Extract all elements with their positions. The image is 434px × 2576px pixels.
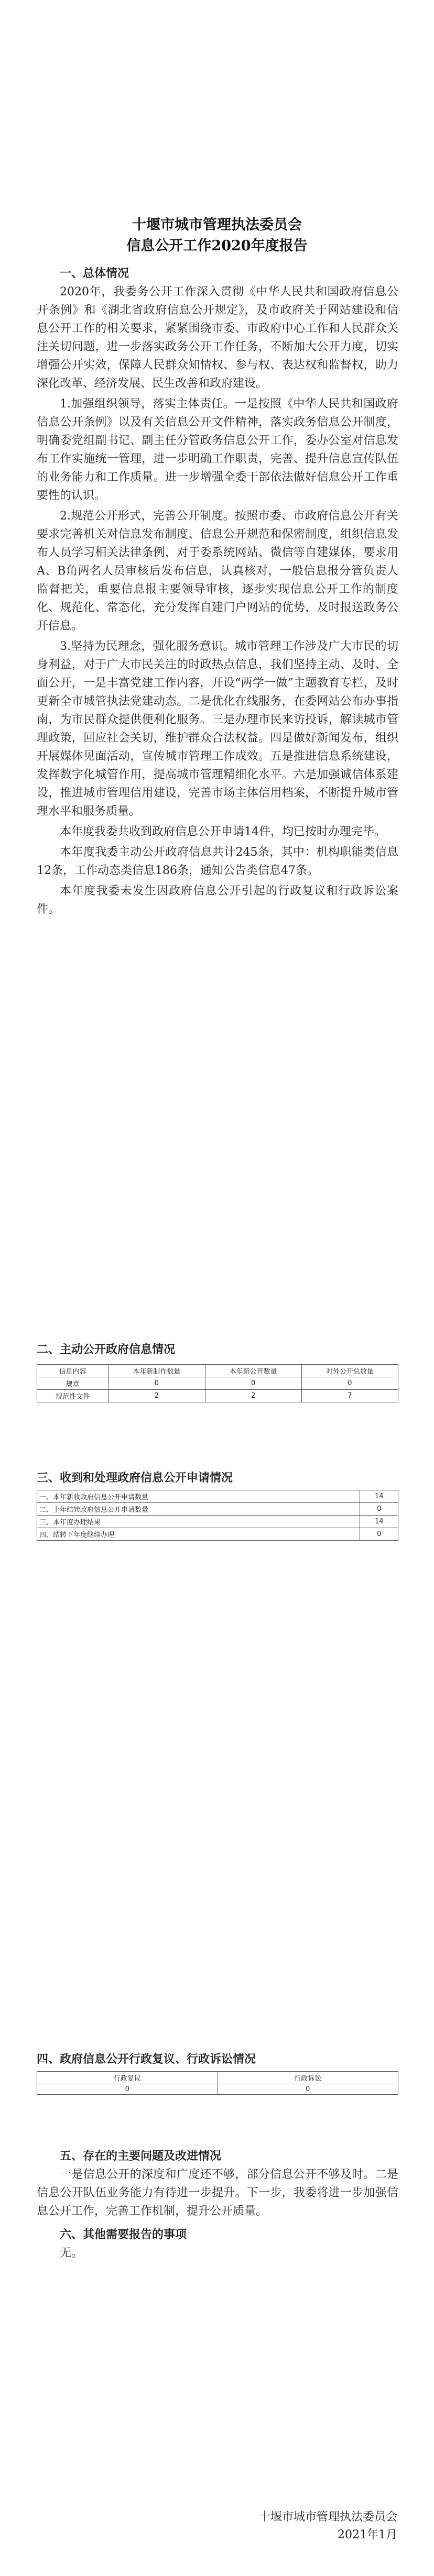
s3-value: 0	[360, 1503, 398, 1516]
s4-header-cell: 行政诉讼	[218, 2072, 398, 2084]
section1-intro: 2020年，我委务公开工作深入贯彻《中华人民共和国政府信息公开条例》和《湖北省政府信息公开规定》，及市政府关于网站建设和信息公开工作的相关要求，紧紧围绕市委、市政府中心工作和人民群众关注关切问题，进一步落实政务公开工作任务，不断加大公开力度，切实增强公开实效，保障人民群众知情权、参与权、表达权和监督权，助力深化改革、经济发展、民生改善和政府建设。	[37, 285, 398, 390]
table-row	[37, 1390, 398, 1402]
signature-date: 2021年1月	[338, 2528, 397, 2541]
s2-cell: 2	[108, 1390, 205, 1402]
s3-value: 14	[360, 1516, 398, 1528]
s3-value: 0	[360, 1528, 398, 1541]
s4-cell: 0	[218, 2084, 398, 2095]
s3-label: 二、上年结转政府信息公开申请数量	[37, 1503, 360, 1516]
section4-heading: 四、政府信息公开行政复议、行政诉讼情况	[37, 2052, 256, 2066]
table-row	[37, 1528, 398, 1541]
s3-value: 14	[360, 1490, 398, 1503]
section1-p5: 本年度我委主动公开政府信息共计245条，其中：机构职能类信息12条，工作动态类信息186条，通知公告类信息47条。	[37, 846, 398, 877]
section5-text: 一是信息公开的深度和广度还不够，部分信息公开不够及时。二是信息公开队伍业务能力有待进一步提升。下一步，我委将进一步加强信息公开工作，完善工作机制，提升公开质量。	[37, 2168, 398, 2218]
signature-block	[259, 2508, 397, 2544]
s3-label: 一、本年新收政府信息公开申请数量	[37, 1490, 360, 1503]
s2-cell: 0	[205, 1377, 301, 1390]
s4-cell: 0	[37, 2084, 218, 2095]
table-row	[37, 1503, 398, 1516]
section5-block	[37, 2142, 398, 2264]
section1-p1: 1.加强组织领导，落实主体责任。一是按照《中华人民共和国政府信息公开条例》以及有关信息公开文件精神，落实政务信息公开制度，明确委党组副书记、副主任分管政务信息公开工作，委办公室对信息发布工作实施统一管理，进一步明确工作职责，完善、提升信息宣传队伍的业务能力和工作质量。进一步增强全委干部依法做好信息公开工作重要性的认识。	[37, 397, 398, 502]
s2-cell: 规章	[37, 1377, 108, 1390]
s2-cell: 0	[301, 1377, 398, 1390]
s3-label: 四、结转下年度继续办理	[37, 1528, 360, 1541]
report-title: 信息公开工作2020年度报告	[126, 238, 308, 254]
org-name: 十堰市城市管理执法委员会	[132, 217, 302, 233]
s2-cell: 2	[205, 1390, 301, 1402]
section1-p4: 本年度我委共收到政府信息公开申请14件，均已按时办理完毕。	[60, 825, 386, 838]
section3-table	[37, 1490, 398, 1541]
section2-table	[37, 1364, 398, 1402]
s2-header-cell: 信息内容	[37, 1365, 108, 1377]
section1-heading: 一、总体情况	[60, 267, 129, 280]
section2-heading: 二、主动公开政府信息情况	[37, 1343, 176, 1356]
s4-header-cell: 行政复议	[37, 2072, 218, 2084]
s2-header-cell: 本年新公开数量	[205, 1365, 301, 1377]
table-row	[37, 1377, 398, 1390]
table-row	[37, 2084, 398, 2095]
signature-org: 十堰市城市管理执法委员会	[258, 2511, 397, 2524]
s2-cell: 7	[301, 1390, 398, 1402]
table-row	[37, 1490, 398, 1503]
report-body	[37, 259, 398, 921]
section5-heading: 五、存在的主要问题及改进情况	[60, 2149, 222, 2163]
section1-p3: 3.坚持为民理念，强化服务意识。城市管理工作涉及广大市民的切身利益，对于广大市民关注的时政热点信息，我们坚持主动、及时、全面公开，一是丰富党建工作内容，开设“两学一做”主题教育专栏，及时更新全市城管执法党建动态。二是优化在线服务，在委网站公布办事指南，为市民群众提供便利化服务。三是办理市民来访投诉，解读城市管理政策，回应社会关切，维护群众合法权益。四是做好新闻发布，组织开展媒体见面活动，宣传城市管理工作成效。五是推进信息系统建设，发挥数字化城管作用，提高城市管理精细化水平。六是加强诚信体系建设，推进城市管理信用建设，完善市场主体信用档案，不断提升城市管理水平和服务质量。	[37, 640, 398, 818]
table-row	[37, 1516, 398, 1528]
section1-p2: 2.规范公开形式，完善公开制度。按照市委、市政府信息公开有关要求完善机关对信息发布制度、信息公开规范和保密制度，组织信息发布人员学习相关法律条例，对于委系统网站、微信等自建媒体，要求用A、B角两名人员审核后发布信息，认真核对，一般信息报分管负责人监督把关，重要信息报主要领导审核，逐步实现信息公开工作的制度化、规范化、常态化，充分发挥自建门户网站的优势，及时报送政务公开信息。	[37, 510, 398, 633]
s2-cell: 0	[108, 1377, 205, 1390]
section4-table	[37, 2071, 398, 2095]
section3-heading: 三、收到和处理政府信息公开申请情况	[37, 1471, 233, 1485]
s2-header-cell: 对外公开总数量	[301, 1365, 398, 1377]
section1-p6: 本年度我委未发生因政府信息公开引起的行政复议和行政诉讼案件。	[37, 885, 398, 916]
s3-label: 三、本年度办理结果	[37, 1516, 360, 1528]
s2-cell: 规范性文件	[37, 1390, 108, 1402]
section6-heading: 六、其他需要报告的事项	[60, 2228, 187, 2241]
s2-header-cell: 本年新制作数量	[108, 1365, 205, 1377]
section6-text: 无。	[60, 2247, 83, 2260]
report-header	[0, 215, 434, 257]
